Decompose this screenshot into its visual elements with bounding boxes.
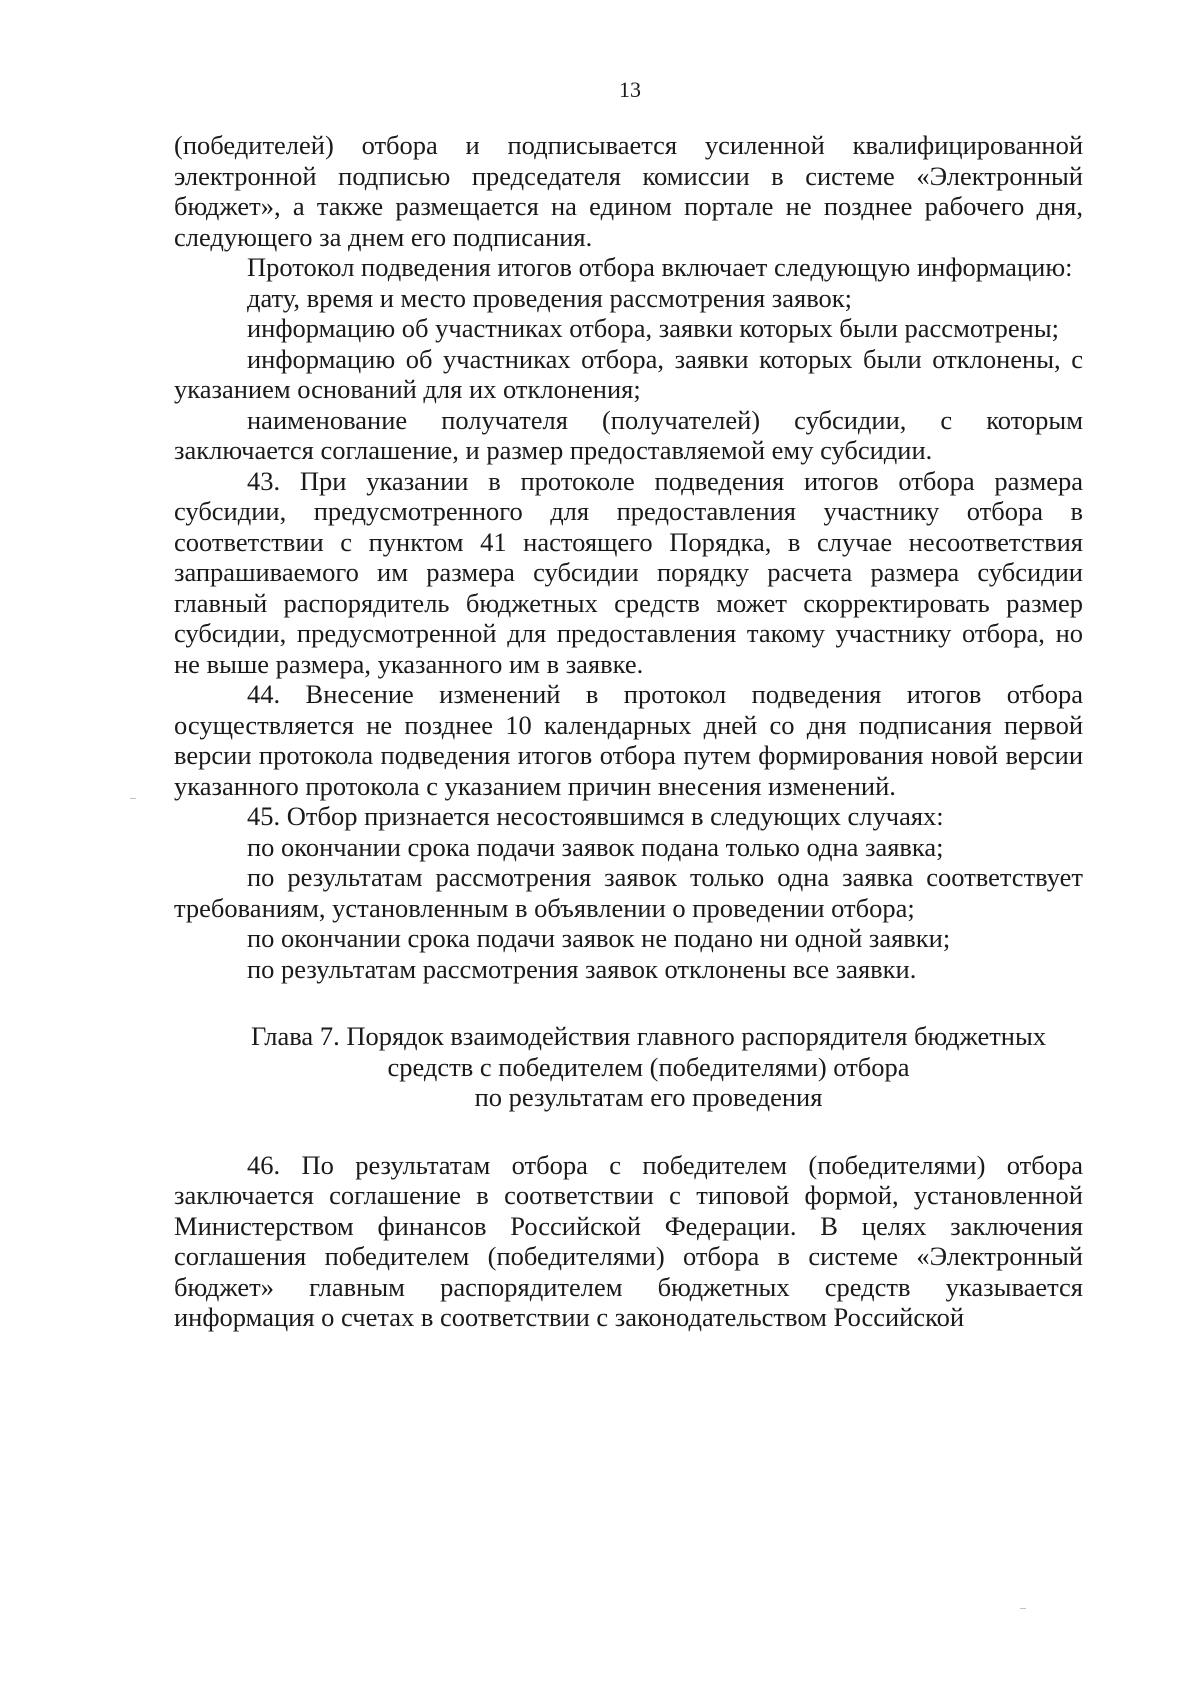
list-item-reviewed-participants: информацию об участниках отбора, заявки которых были рассмотрены; (247, 313, 1060, 343)
list-item-one-compliant: по результатам рассмотрения заявок только одна заявка соответствует требованиям, установленным в объявлении о проведении отбора; (174, 862, 1083, 923)
chapter-heading-line: Глава 7. Порядок взаимодействия главного распорядителя бюджетных (250, 1021, 1047, 1051)
list-item-all-rejected: по результатам рассмотрения заявок отклонены все заявки. (247, 953, 917, 984)
paragraph-45: 45. Отбор признается несостоявшимся в следующих случаях: (247, 801, 944, 831)
scan-speck (1020, 1608, 1026, 1609)
paragraph-44: 44. Внесение изменений в протокол подведения итогов отбора осуществляется не позднее 10 календарных дней со дня подписания первой версии протокола подведения итогов отбора путем формирования новой версии указанного протокола с указанием причин внесения изменений. (174, 679, 1083, 801)
page-number: 13 (619, 77, 641, 102)
paragraph-46: 46. По результатам отбора с победителем (победителями) отбора заключается соглашение в соответствии с типовой формой, установленной Министерством финансов Российской Федерации. В целях заключения соглашения победителем (победителями) отбора в системе «Электронный бюджет» главным распорядителем бюджетных средств указывается информация о счетах в соответствии с законодательством Российской (174, 1149, 1083, 1332)
list-item-recipient: наименование получателя (получателей) субсидии, с которым заключается соглашение, и размер предоставляемой ему субсидии. (174, 404, 1083, 465)
chapter-heading (174, 1021, 1083, 1113)
chapter-heading-line: средств с победителем (победителями) отбора (387, 1051, 910, 1082)
scan-speck (130, 798, 136, 799)
document-body (174, 130, 1083, 1333)
list-item-date: дату, время и место проведения рассмотрения заявок; (247, 282, 853, 313)
paragraph-protocol-intro: Протокол подведения итогов отбора включает следующую информацию: (247, 252, 1073, 282)
chapter-heading-line: по результатам его проведения (474, 1082, 823, 1112)
list-item-one-application: по окончании срока подачи заявок подана только одна заявка; (247, 831, 944, 862)
list-item-no-applications: по окончании срока подачи заявок не подано ни одной заявки; (247, 923, 951, 953)
paragraph-continuation: (победителей) отбора и подписывается усиленной квалифицированной электронной подписью председателя комиссии в системе «Электронный бюджет», а также размещается на едином портале не позднее рабочего дня, следующего за днем его подписания. (174, 130, 1083, 252)
list-item-rejected-participants: информацию об участниках отбора, заявки которых были отклонены, с указанием оснований для их отклонения; (174, 343, 1083, 404)
paragraph-43: 43. При указании в протоколе подведения итогов отбора размера субсидии, предусмотренного для предоставления участнику отбора в соответствии с пунктом 41 настоящего Порядка, в случае несоответствия запрашиваемого им размера субсидии порядку расчета размера субсидии главный распорядитель бюджетных средств может скорректировать размер субсидии, предусмотренной для предоставления такому участнику отбора, но не выше размера, указанного им в заявке. (174, 465, 1083, 679)
